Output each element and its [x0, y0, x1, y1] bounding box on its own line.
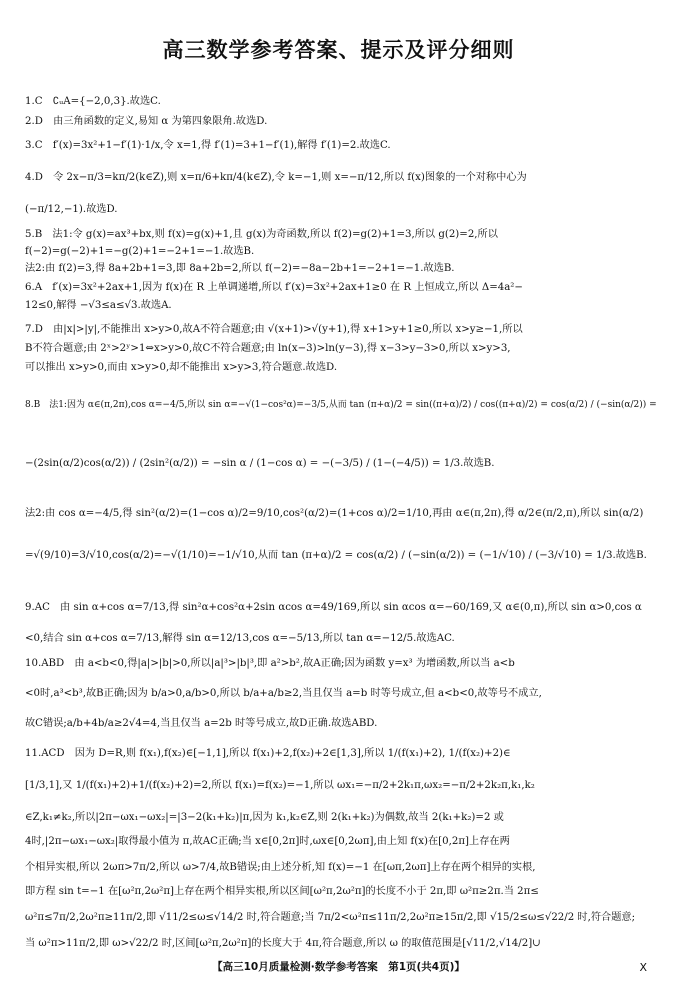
page-version-mark: X [639, 961, 647, 974]
answer-line: 个相异实根,所以 2ωπ>7π/2,所以 ω>7/4,故B错误;由上述分析,知 f(x)=−1 在[ωπ,2ωπ]上存在两个相异的实根, [25, 862, 536, 873]
answer-line: 即方程 sin t=−1 在[ω²π,2ω²π]上存在两个相异实根,所以区间[ω²π,2ω²π]的长度不小于 2π,即 ω²π≥2π.当 2π≤ [25, 886, 539, 897]
answer-line: 9.AC 由 sin α+cos α=7/13,得 sin²α+cos²α+2sin αcos α=49/169,所以 sin αcos α=−60/169,又 α∈(0,π),所以 sin α>0,cos α [25, 602, 642, 613]
answer-line: 法2:由 f(2)=3,得 8a+2b+1=3,即 8a+2b=2,所以 f(−2)=−8a−2b+1=−2+1=−1.故选B. [25, 263, 455, 274]
answer-line: (−π/12,−1).故选D. [25, 204, 118, 215]
answer-line: 1.C ∁ᵤA={−2,0,3}.故选C. [25, 96, 161, 107]
answer-line: 10.ABD 由 a<b<0,得|a|>|b|>0,所以|a|³>|b|³,即 a²>b²,故A正确;因为函数 y=x³ 为增函数,所以当 a<b [25, 658, 515, 669]
answer-line: ∈Z,k₁≠k₂,所以|2π−ωx₁−ωx₂|=|3−2(k₁+k₂)|π,因为 k₁,k₂∈Z,则 2(k₁+k₂)为偶数,故当 2(k₁+k₂)=2 或 [25, 812, 504, 823]
answer-line: 12≤0,解得 −√3≤a≤√3.故选A. [25, 300, 172, 311]
answer-line: 8.B 法1:因为 α∈(π,2π),cos α=−4/5,所以 sin α=−√(1−cos²α)=−3/5,从而 tan (π+α)/2 = sin((π+α)/2) / cos((π+α)/2) = cos(α/2) / (−sin(α/2)) = [25, 400, 657, 410]
answer-line: 7.D 由|x|>|y|,不能推出 x>y>0,故A不符合题意;由 √(x+1)>√(y+1),得 x+1>y+1≥0,所以 x>y≥−1,所以 [25, 324, 523, 335]
answer-line: =√(9/10)=3/√10,cos(α/2)=−√(1/10)=−1/√10,从而 tan (π+α)/2 = cos(α/2) / (−sin(α/2)) = (−1/√10) / (−3/√10) = 1/3.故选B. [25, 550, 647, 561]
answer-line: B不符合题意;由 2ˣ>2ʸ>1⇔x>y>0,故C不符合题意;由 ln(x−3)>ln(y−3),得 x−3>y−3>0,所以 x>y>3, [25, 343, 511, 354]
answer-line: 4.D 令 2x−π/3=kπ/2(k∈Z),则 x=π/6+kπ/4(k∈Z),令 k=−1,则 x=−π/12,所以 f(x)图象的一个对称中心为 [25, 172, 527, 183]
answer-line: 6.A f′(x)=3x²+2ax+1,因为 f(x)在 R 上单调递增,所以 f′(x)=3x²+2ax+1≥0 在 R 上恒成立,所以 Δ=4a²− [25, 282, 523, 293]
answer-line: 3.C f′(x)=3x²+1−f′(1)·1/x,令 x=1,得 f′(1)=3+1−f′(1),解得 f′(1)=2.故选C. [25, 140, 391, 151]
answer-line: 5.B 法1:令 g(x)=ax³+bx,则 f(x)=g(x)+1,且 g(x)为奇函数,所以 f(2)=g(2)+1=3,所以 g(2)=2,所以 [25, 229, 498, 240]
answer-line: 故C错误;a/b+4b/a≥2√4=4,当且仅当 a=2b 时等号成立,故D正确.故选ABD. [25, 718, 378, 729]
answer-line: [1/3,1],又 1/(f(x₁)+2)+1/(f(x₂)+2)=2,所以 f(x₁)=f(x₂)=−1,所以 ωx₁=−π/2+2k₁π,ωx₂=−π/2+2k₂π,k₁,k₂ [25, 780, 535, 791]
page-footer: 【高三10月质量检测·数学参考答案 第1页(共4页)】 [212, 961, 465, 973]
answer-line: 可以推出 x>y>0,而由 x>y>0,却不能推出 x>y>3,符合题意.故选D. [25, 362, 338, 373]
answer-line: 法2:由 cos α=−4/5,得 sin²(α/2)=(1−cos α)/2=9/10,cos²(α/2)=(1+cos α)/2=1/10,再由 α∈(π,2π),得 α/2∈(π/2,π),所以 sin(α/2) [25, 508, 644, 519]
answer-line: 4时,|2π−ωx₁−ωx₂|取得最小值为 π,故AC正确;当 x∈[0,2π]时,ωx∈[0,2ωπ],由上知 f(x)在[0,2π]上存在两 [25, 836, 510, 847]
answer-line: f(−2)=g(−2)+1=−g(2)+1=−2+1=−1.故选B. [25, 246, 255, 257]
page-title: 高三数学参考答案、提示及评分细则 [162, 38, 515, 62]
answer-line: 2.D 由三角函数的定义,易知 α 为第四象限角.故选D. [25, 116, 268, 127]
answer-line: −(2sin(α/2)cos(α/2)) / (2sin²(α/2)) = −sin α / (1−cos α) = −(−3/5) / (1−(−4/5)) = 1/3.故选B. [25, 458, 495, 469]
answer-line: <0,结合 sin α+cos α=7/13,解得 sin α=12/13,cos α=−5/13,所以 tan α=−12/5.故选AC. [25, 633, 455, 644]
answer-line: 11.ACD 因为 D=R,则 f(x₁),f(x₂)∈[−1,1],所以 f(x₁)+2,f(x₂)+2∈[1,3],所以 1/(f(x₁)+2), 1/(f(x₂)+2)∈ [25, 748, 511, 759]
answer-line: <0时,a³<b³,故B正确;因为 b/a>0,a/b>0,所以 b/a+a/b≥2,当且仅当 a=b 时等号成立,但 a<b<0,故等号不成立, [25, 688, 542, 699]
answer-line: ω²π≤7π/2,2ω²π≥11π/2,即 √11/2≤ω≤√14/2 时,符合题意;当 7π/2<ω²π≤11π/2,2ω²π≥15π/2,即 √15/2≤ω≤√22/2 时,符合题意; [25, 912, 636, 923]
answer-line: 当 ω²π>11π/2,即 ω>√22/2 时,区间[ω²π,2ω²π]的长度大于 4π,符合题意,所以 ω 的取值范围是[√11/2,√14/2]∪ [25, 938, 541, 949]
